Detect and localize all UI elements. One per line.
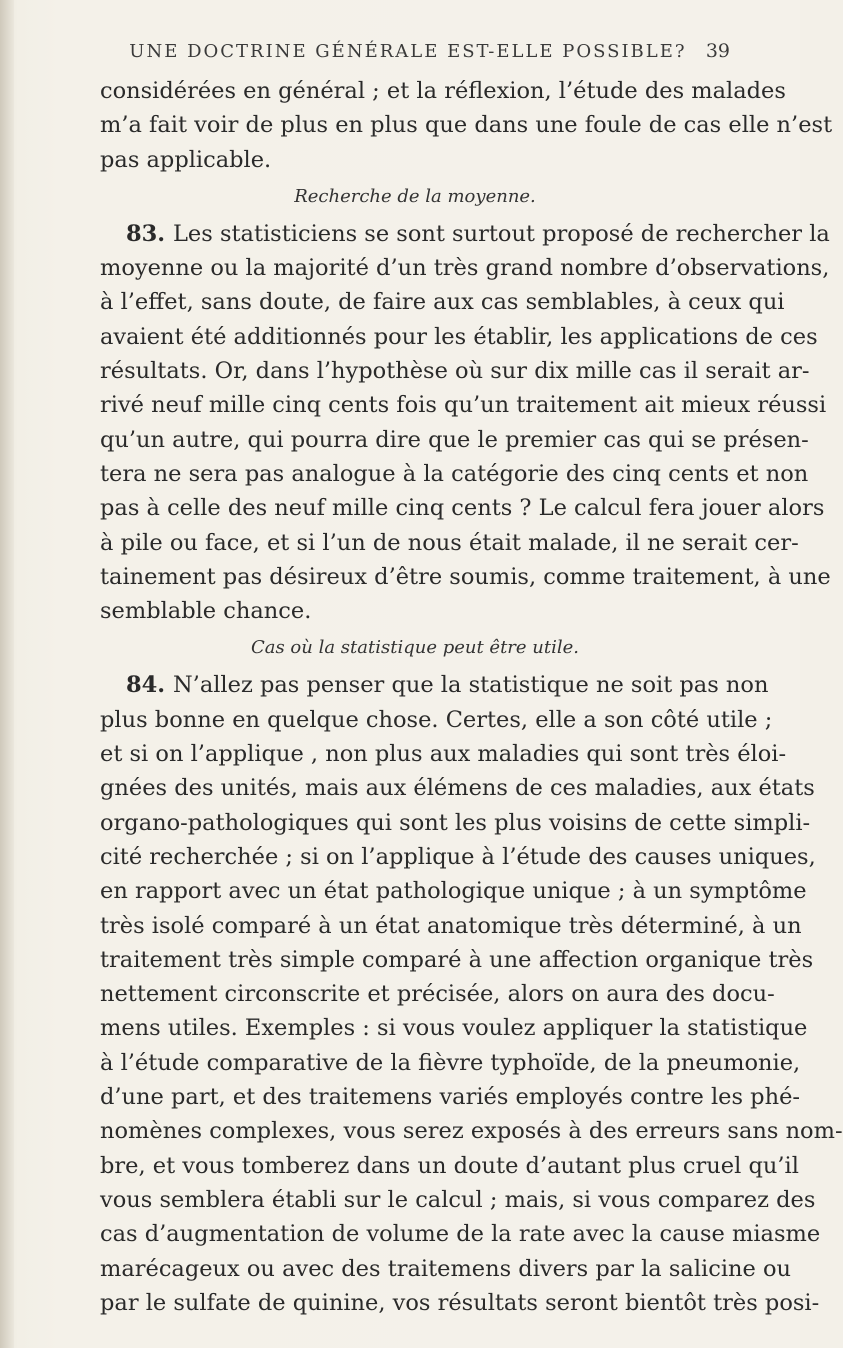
- section-subheading: Recherche de la moyenne.: [294, 185, 536, 207]
- page-number: 39: [705, 40, 730, 62]
- running-head-title: UNE DOCTRINE GÉNÉRALE EST-ELLE POSSIBLE?: [129, 41, 687, 62]
- text-line: considérées en général ; et la réflexion, l’étude des malades: [100, 78, 786, 104]
- text-line: nomènes complexes, vous serez exposés à des erreurs sans nom-: [100, 1118, 843, 1145]
- text-line: bre, et vous tomberez dans un doute d’autant plus cruel qu’il: [100, 1152, 799, 1179]
- text-line: très isolé comparé à un état anatomique très déterminé, à un: [100, 912, 802, 939]
- text-line: mens utiles. Exemples : si vous voulez appliquer la statistique: [100, 1015, 808, 1042]
- line-text: N’allez pas penser que la statistique ne soit pas non: [172, 672, 769, 699]
- paragraph-first-line: [100, 668, 769, 702]
- text-line: gnées des unités, mais aux élémens de ces maladies, aux états: [100, 775, 815, 802]
- text-line: m’a fait voir de plus en plus que dans une foule de cas elle n’est: [100, 112, 833, 139]
- text-line: à pile ou face, et si l’un de nous était malade, il ne serait cer-: [100, 529, 799, 556]
- text-line: cité recherchée ; si on l’applique à l’étude des causes uniques,: [100, 843, 816, 870]
- text-line: nettement circonscrite et précisée, alors on aura des docu-: [100, 981, 775, 1008]
- text-line: traitement très simple comparé à une affection organique très: [100, 946, 814, 973]
- text-line: d’une part, et des traitemens variés employés contre les phé-: [100, 1084, 800, 1111]
- section-subheading: Cas où la statistique peut être utile.: [250, 637, 580, 659]
- text-line: et si on l’applique , non plus aux maladies qui sont très éloi-: [100, 741, 787, 768]
- text-line: cas d’augmentation de volume de la rate avec la cause miasme: [100, 1221, 821, 1248]
- text-line: marécageux ou avec des traitemens divers par la salicine ou: [100, 1255, 792, 1282]
- page-binding-edge: [0, 0, 14, 1348]
- text-line: tainement pas désireux d’être soumis, comme traitement, à une: [100, 563, 831, 590]
- section-number: 84.: [126, 672, 173, 699]
- text-line: par le sulfate de quinine, vos résultats seront bientôt très posi-: [100, 1289, 820, 1316]
- text-line: à l’étude comparative de la fièvre typhoïde, de la pneumonie,: [100, 1049, 801, 1076]
- text-line: avaient été additionnés pour les établir, les applications de ces: [100, 323, 818, 350]
- text-line: pas applicable.: [100, 146, 272, 173]
- text-line: en rapport avec un état pathologique unique ; à un symptôme: [100, 878, 807, 905]
- section-number: 83.: [126, 220, 173, 247]
- text-line: à l’effet, sans doute, de faire aux cas semblables, à ceux qui: [100, 289, 785, 316]
- text-line: rivé neuf mille cinq cents fois qu’un traitement ait mieux réussi: [100, 392, 827, 419]
- body-text: [100, 74, 843, 1320]
- text-line: qu’un autre, qui pourra dire que le premier cas qui se présen-: [100, 426, 809, 453]
- text-line: tera ne sera pas analogue à la catégorie des cinq cents et non: [100, 460, 809, 487]
- running-head: [110, 40, 730, 62]
- text-line: organo-pathologiques qui sont les plus voisins de cette simpli-: [100, 809, 811, 836]
- text-line: pas à celle des neuf mille cinq cents ? Le calcul fera jouer alors: [100, 495, 825, 522]
- text-line: plus bonne en quelque chose. Certes, elle a son côté utile ;: [100, 706, 773, 733]
- text-line: vous semblera établi sur le calcul ; mais, si vous comparez des: [100, 1186, 816, 1213]
- line-text: Les statisticiens se sont surtout proposé de rechercher la: [172, 220, 830, 247]
- text-line: résultats. Or, dans l’hypothèse où sur dix mille cas il serait ar-: [100, 358, 810, 385]
- text-line: moyenne ou la majorité d’un très grand nombre d’observations,: [100, 255, 830, 282]
- text-line: semblable chance.: [100, 598, 312, 625]
- paragraph-first-line: [100, 217, 830, 251]
